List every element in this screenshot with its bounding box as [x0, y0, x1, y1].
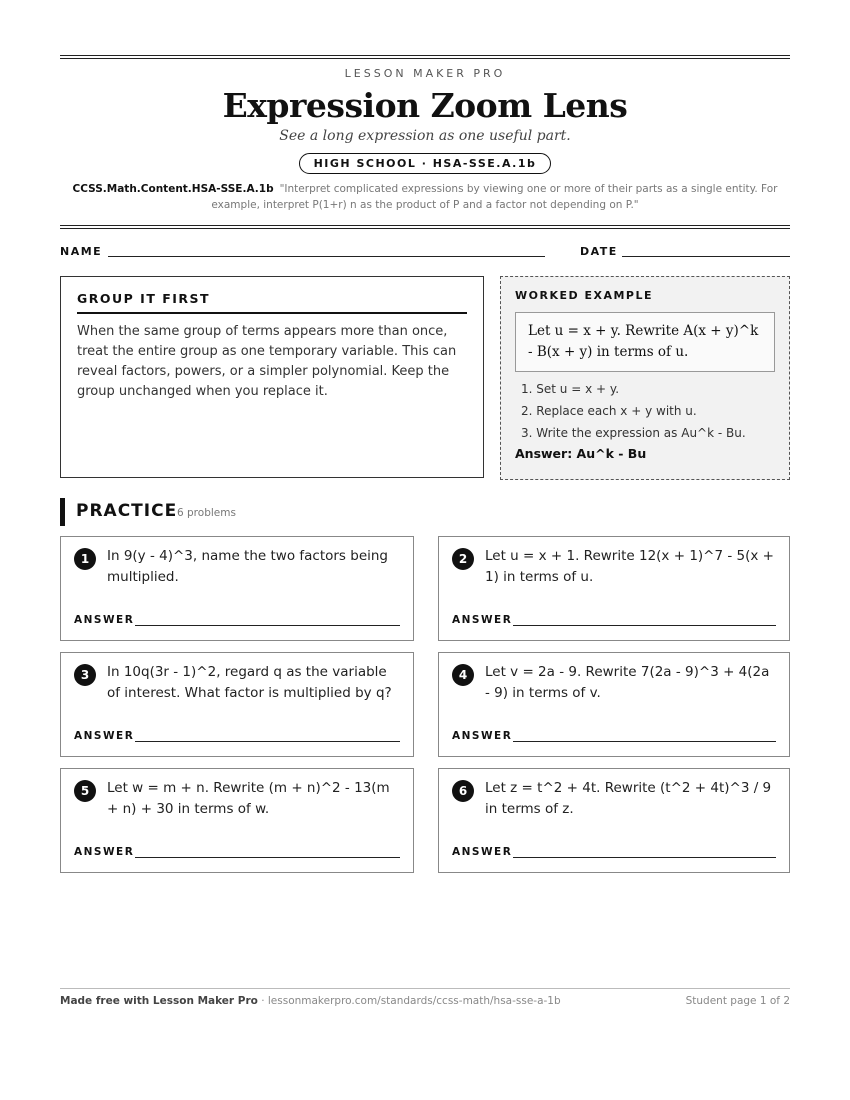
- problem-text: Let v = 2a - 9. Rewrite 7(2a - 9)^3 + 4(2a - 9) in terms of v.: [485, 664, 770, 701]
- concept-box: [60, 276, 484, 478]
- footer-page-number: Student page 1 of 2: [685, 995, 790, 1007]
- problem-card-2: [438, 536, 790, 641]
- problem-card-1: [60, 536, 414, 641]
- name-field-line[interactable]: [108, 256, 545, 257]
- answer-line[interactable]: [135, 857, 400, 858]
- answer-line[interactable]: [135, 625, 400, 626]
- worked-example-step: 2. Replace each x + y with u.: [521, 404, 697, 418]
- answer-label: ANSWER: [452, 614, 513, 626]
- page-subtitle: See a long expression as one useful part.: [279, 128, 571, 144]
- brand-name: LESSON MAKER PRO: [344, 67, 506, 80]
- header-rule-top-inner: [60, 58, 790, 59]
- date-field-line[interactable]: [622, 256, 790, 257]
- problem-number: 3: [74, 664, 96, 686]
- footer-made-with: Made free with Lesson Maker Pro: [60, 995, 258, 1007]
- problem-text: In 9(y - 4)^3, name the two factors being multiplied.: [107, 548, 389, 585]
- problem-card-5: [60, 768, 414, 873]
- header-rule-top: [60, 55, 790, 56]
- date-label: DATE: [580, 245, 618, 258]
- problem-number: 5: [74, 780, 96, 802]
- worked-example-step: 1. Set u = x + y.: [521, 382, 620, 396]
- answer-label: ANSWER: [74, 730, 135, 742]
- answer-label: ANSWER: [452, 846, 513, 858]
- problem-number: 2: [452, 548, 474, 570]
- practice-accent-bar: [60, 498, 65, 526]
- problem-card-4: [438, 652, 790, 757]
- concept-body: When the same group of terms appears more than once, treat the entire group as one temporary variable. This can reveal factors, powers, or a simpler polynomial. Keep the group unchanged when you replace it.: [77, 324, 457, 399]
- footer-rule: [60, 988, 790, 989]
- worked-example-steps: [515, 378, 775, 444]
- standard-code: CCSS.Math.Content.HSA-SSE.A.1b: [72, 183, 274, 195]
- problem-text: Let z = t^2 + 4t. Rewrite (t^2 + 4t)^3 / 9 in terms of z.: [485, 780, 772, 817]
- answer-label: ANSWER: [452, 730, 513, 742]
- worked-example-heading: WORKED EXAMPLE: [515, 289, 653, 302]
- standard-text: "Interpret complicated expressions by viewing one or more of their parts as a single entity. For example, interpret P(1+r) n as the product of P and a factor not depending on P.": [211, 183, 778, 211]
- worked-example-step: 3. Write the expression as Au^k - Bu.: [521, 426, 746, 440]
- problem-card-6: [438, 768, 790, 873]
- problem-number: 4: [452, 664, 474, 686]
- page-title: Expression Zoom Lens: [222, 86, 628, 125]
- worked-example-box: [500, 276, 790, 480]
- footer: [60, 995, 790, 1007]
- problem-number: 6: [452, 780, 474, 802]
- problem-text: Let u = x + 1. Rewrite 12(x + 1)^7 - 5(x + 1) in terms of u.: [485, 548, 774, 585]
- header-rule-bottom-inner: [60, 228, 790, 229]
- footer-url[interactable]: · lessonmakerpro.com/standards/ccss-math/hsa-sse-a-1b: [257, 995, 561, 1007]
- standard-description: [60, 181, 790, 213]
- name-date-row: [60, 245, 790, 261]
- badge-wrap: [60, 152, 790, 174]
- worksheet-page: [60, 0, 790, 1100]
- answer-label: ANSWER: [74, 846, 135, 858]
- answer-line[interactable]: [513, 857, 776, 858]
- answer-label: ANSWER: [74, 614, 135, 626]
- problem-text: Let w = m + n. Rewrite (m + n)^2 - 13(m + n) + 30 in terms of w.: [107, 780, 390, 817]
- grade-standard-badge: HIGH SCHOOL · HSA-SSE.A.1b: [299, 153, 552, 174]
- practice-title: PRACTICE: [76, 501, 178, 521]
- header-rule-bottom: [60, 225, 790, 226]
- answer-line[interactable]: [513, 741, 776, 742]
- worked-example-answer: Answer: Au^k - Bu: [515, 446, 647, 461]
- problem-number: 1: [74, 548, 96, 570]
- problem-text: In 10q(3r - 1)^2, regard q as the variable of interest. What factor is multiplied by q?: [107, 664, 392, 701]
- answer-line[interactable]: [135, 741, 400, 742]
- practice-count: 6 problems: [177, 507, 236, 519]
- problem-card-3: [60, 652, 414, 757]
- worked-example-problem: Let u = x + y. Rewrite A(x + y)^k - B(x + y) in terms of u.: [515, 312, 775, 372]
- name-label: NAME: [60, 245, 103, 258]
- answer-line[interactable]: [513, 625, 776, 626]
- concept-heading: GROUP IT FIRST: [77, 291, 467, 314]
